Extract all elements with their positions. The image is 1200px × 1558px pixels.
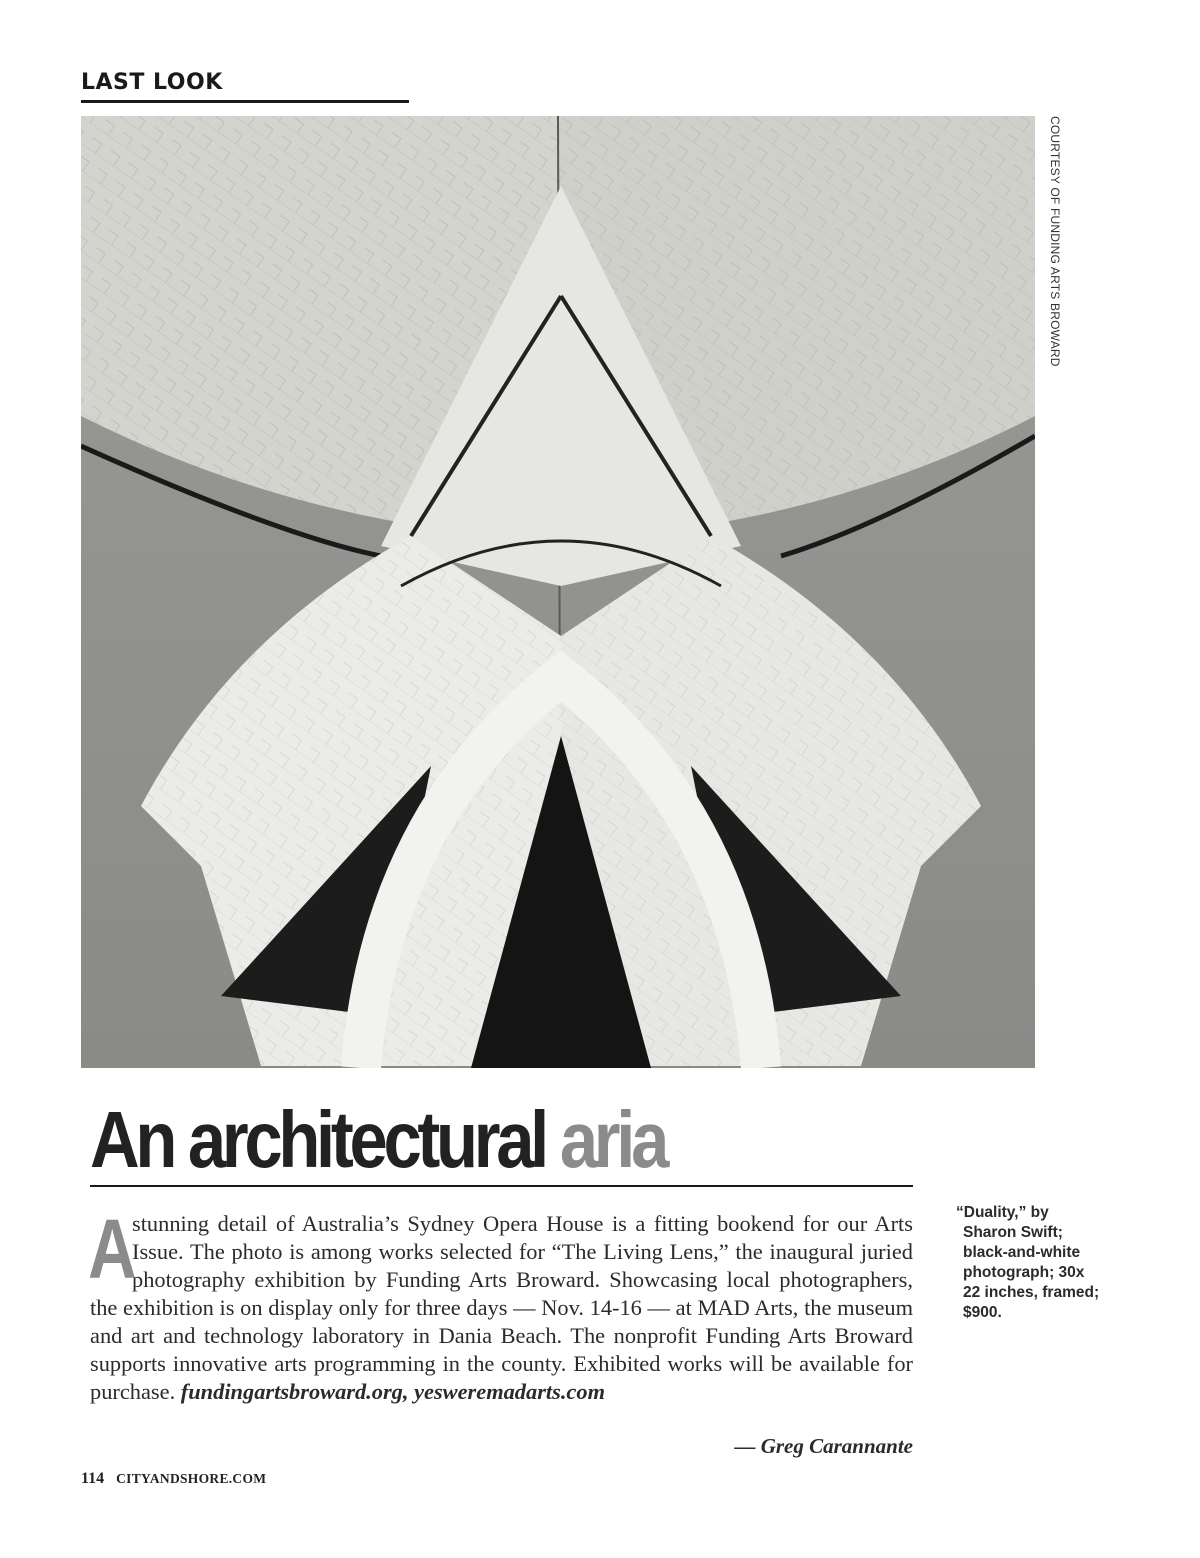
headline-rule [90,1185,913,1187]
photo-caption [956,1203,1126,1323]
photo-credit: COURTESY OF FUNDING ARTS BROWARD [1048,116,1062,367]
footer-site: CITYANDSHORE.COM [116,1471,267,1486]
section-label: LAST LOOK [81,70,409,103]
caption-line: Sharon Swift; [963,1224,1063,1241]
headline [90,1095,798,1184]
caption-line: “Duality,” by [956,1204,1049,1221]
headline-accent: aria [559,1095,666,1184]
drop-cap: A [88,1202,137,1296]
headline-main: An architectural [90,1095,545,1184]
article-text: stunning detail of Australia’s Sydney Opera House is a fitting bookend for our Arts Issue. The photo is among works selected for “The Living Lens,” the inaugural juried photography exhibition by Funding Arts Broward. Showcasing local photographers, the exhibition is on display only for three days — Nov. 14-16 — at MAD Arts, the museum and art and technology laboratory in Dania Beach. The nonprofit Funding Arts Broward supports innovative arts programming in the county. Exhibited works will be available for purchase. [90,1211,913,1404]
article-links[interactable]: fundingartsbroward.org, yesweremadarts.com [180,1379,605,1404]
article-body [88,1202,913,1406]
opera-house-image [81,116,1035,1068]
page-number: 114 [81,1470,105,1487]
caption-line: 22 inches, framed; [963,1284,1100,1301]
page-footer [81,1470,266,1488]
caption-line: photograph; 30x [963,1264,1085,1281]
caption-line: $900. [963,1304,1002,1321]
featured-photo [81,116,1035,1068]
caption-line: black-and-white [963,1244,1081,1261]
byline: — Greg Carannante [734,1434,913,1458]
